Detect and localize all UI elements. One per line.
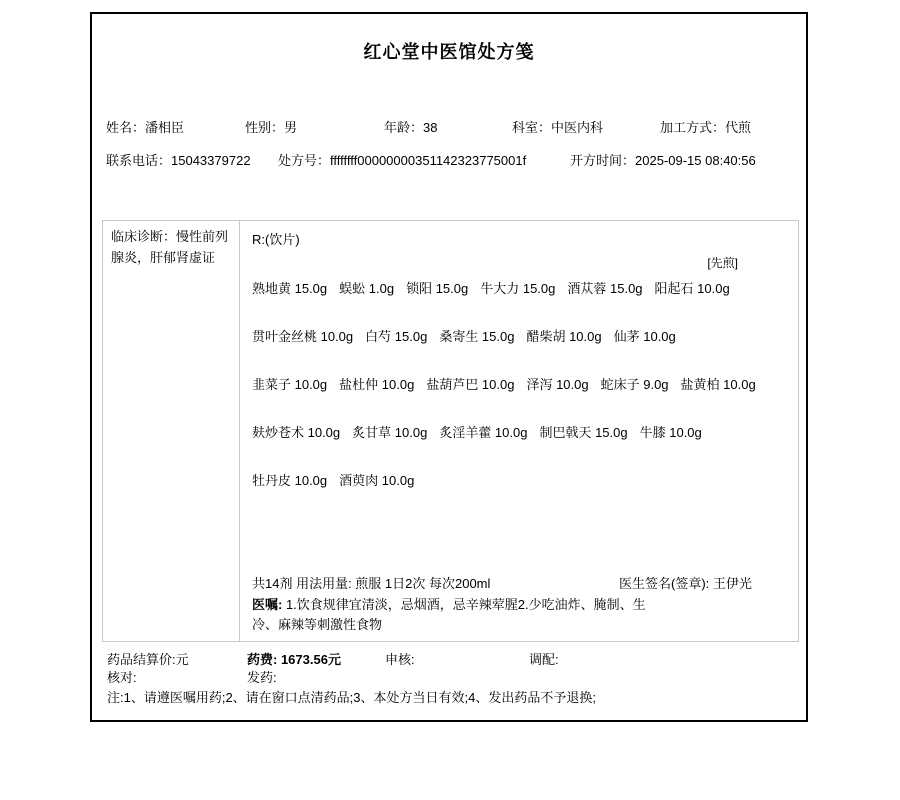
review-field: 申核: (385, 652, 415, 667)
rx-panel (240, 221, 798, 641)
medical-advice (252, 595, 656, 635)
medicine-item: 牡丹皮 10.0g (252, 473, 328, 488)
medicine-fee-value: 1673.56元 (277, 652, 341, 667)
age-label: 年龄： (384, 120, 424, 135)
gender-label: 性别： (245, 120, 285, 135)
issued-at-value: 2025-09-15 08:40:56 (635, 153, 756, 168)
doctor-signature (619, 573, 752, 592)
doctor-signature-value: 王伊光 (712, 576, 752, 591)
phone-value: 15043379722 (171, 153, 251, 168)
field-processing (660, 120, 751, 136)
gender-value: 男 (284, 120, 298, 135)
medicine-line (252, 422, 714, 441)
medicine-item: 牛大力 15.0g (480, 281, 556, 296)
medicine-item: 仙茅 10.0g (613, 329, 676, 344)
doctor-signature-label: 医生签名(签章): (619, 576, 713, 591)
decoct-first-tag: [先煎] (707, 256, 738, 270)
field-phone (106, 153, 251, 169)
medicine-item: 牛膝 10.0g (639, 425, 702, 440)
diagnosis-value: 慢性前列腺炎，肝郁肾虚证 (111, 229, 229, 265)
department-label: 科室： (512, 120, 552, 135)
medicine-line (252, 374, 768, 393)
medicine-item: 白芍 15.0g (365, 329, 428, 344)
medicine-item: 麸炒苍术 10.0g (252, 425, 341, 440)
medicine-item: 盐黄柏 10.0g (680, 377, 756, 392)
prepare-field: 调配: (529, 652, 559, 667)
footer-note: 注:1、请遵医嘱用药;2、请在窗口点清药品;3、本处方当日有效;4、发出药品不予退换; (107, 690, 596, 705)
medicine-item: 炙甘草 10.0g (352, 425, 428, 440)
advice-label: 医嘱: (252, 597, 283, 612)
settlement-price-value: 元 (175, 652, 189, 667)
medicine-item: 桑寄生 15.0g (439, 329, 515, 344)
field-gender (245, 120, 297, 136)
patient-name-value: 潘相臣 (145, 120, 185, 135)
field-issued-at (570, 153, 756, 169)
medicine-item: 盐葫芦巴 10.0g (426, 377, 515, 392)
diagnosis-label: 临床诊断： (111, 229, 177, 244)
medicine-item: 酒萸肉 10.0g (339, 473, 415, 488)
processing-label: 加工方式： (660, 120, 726, 135)
check-field: 核对: (107, 670, 137, 685)
field-rx-no (278, 153, 526, 169)
field-age (384, 120, 437, 136)
settlement-price (107, 652, 189, 668)
medicine-item: 酒苁蓉 15.0g (567, 281, 643, 296)
medicine-item: 阳起石 10.0g (654, 281, 730, 296)
rx-no-value: ffffffff00000000351142323775001f (330, 153, 527, 168)
medicine-item: 醋柴胡 10.0g (526, 329, 602, 344)
medicine-item: 盐杜仲 10.0g (339, 377, 415, 392)
department-value: 中医内科 (551, 120, 604, 135)
rx-header: R:(饮片) (252, 232, 300, 247)
page-title: 红心堂中医馆处方笺 (363, 42, 535, 62)
field-department (512, 120, 603, 136)
medicine-fee (247, 652, 341, 668)
medicine-item: 蜈蚣 1.0g (339, 281, 395, 296)
medicine-item: 炙淫羊藿 10.0g (439, 425, 528, 440)
medicine-item: 贯叶金丝桃 10.0g (252, 329, 354, 344)
prescription-sheet (90, 12, 808, 722)
issued-at-label: 开方时间： (570, 153, 636, 168)
phone-label: 联系电话： (106, 153, 172, 168)
medicine-item: 泽泻 10.0g (526, 377, 589, 392)
medicine-item: 熟地黄 15.0g (252, 281, 328, 296)
medicine-line (252, 278, 742, 297)
medicine-item: 韭菜子 10.0g (252, 377, 328, 392)
age-value: 38 (423, 120, 438, 135)
medicine-fee-label: 药费: (247, 652, 278, 667)
medicine-item: 蛇床子 9.0g (600, 377, 669, 392)
medicine-item: 制巴戟天 15.0g (539, 425, 628, 440)
advice-text: 1.饮食规律宜清淡，忌烟酒，忌辛辣荤腥2.少吃油炸、腌制、生冷、麻辣等刺激性食物 (252, 597, 646, 633)
rx-box (102, 220, 799, 642)
field-patient-name (106, 120, 184, 136)
medicine-item: 锁阳 15.0g (406, 281, 469, 296)
patient-name-label: 姓名： (106, 120, 146, 135)
diagnosis-panel (103, 221, 240, 641)
dispense-field: 发药: (247, 670, 277, 685)
medicine-line (252, 326, 688, 345)
settlement-price-label: 药品结算价: (107, 652, 176, 667)
processing-value: 代煎 (725, 120, 752, 135)
dosage-line: 共14剂 用法用量: 煎服 1日2次 每次200ml (252, 576, 491, 591)
rx-no-label: 处方号： (278, 153, 331, 168)
medicine-line (252, 470, 426, 489)
